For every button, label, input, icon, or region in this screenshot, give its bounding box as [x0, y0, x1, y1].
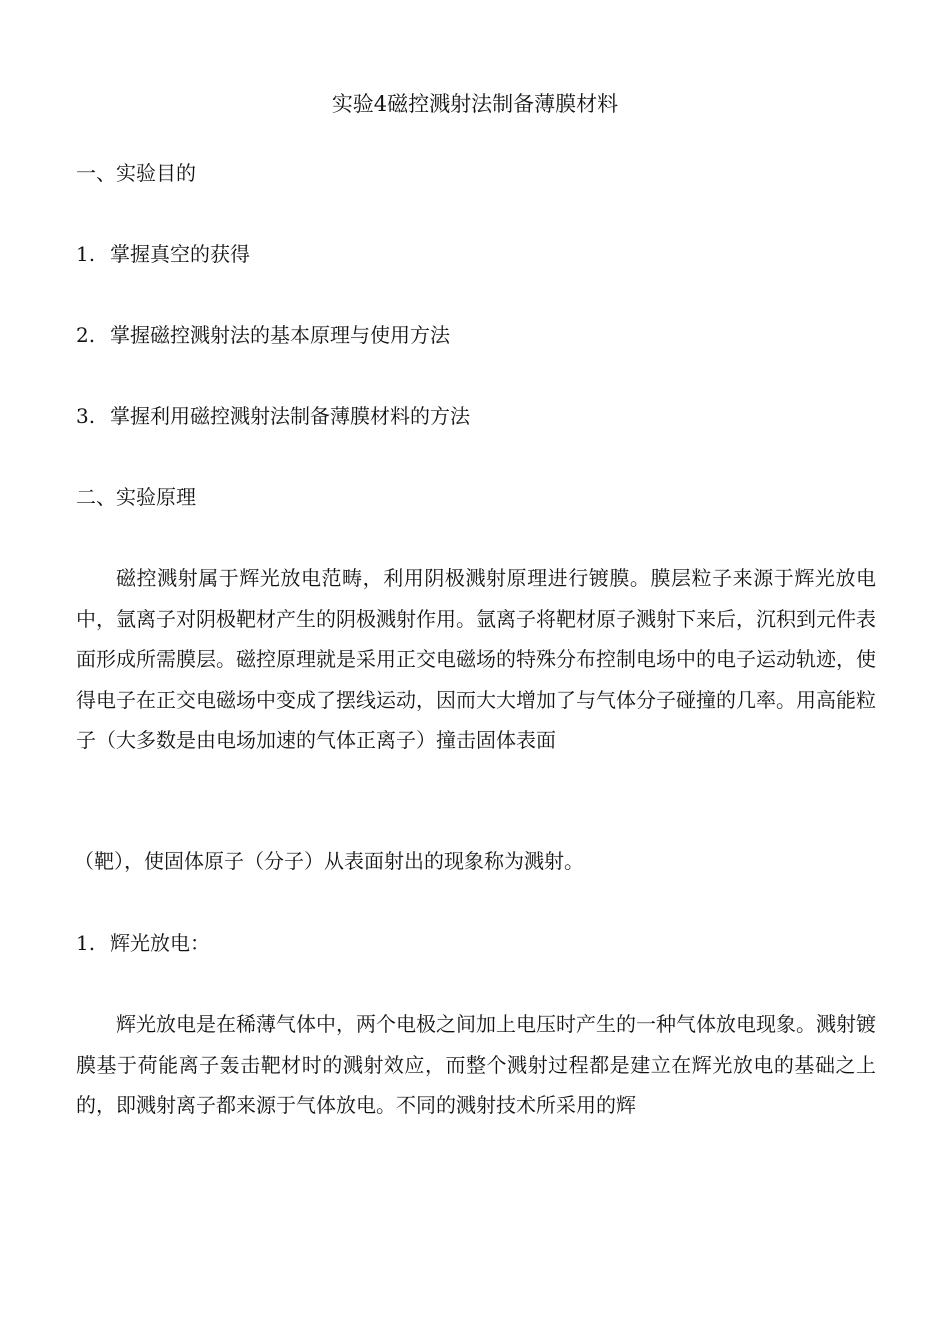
glow-discharge-paragraph: 辉光放电是在稀薄气体中，两个电极之间加上电压时产生的一种气体放电现象。溅射镀膜基于荷能离子轰击靶材时的溅射效应，而整个溅射过程都是建立在辉光放电的基础之上的，即溅射离子都来源于气体放电。不同的溅射技术所采用的辉	[76, 1012, 876, 1117]
section-heading-objectives: 一、实验目的	[76, 161, 196, 185]
objective-item	[76, 320, 450, 350]
objective-item	[76, 239, 250, 269]
objective-number: 3.	[76, 404, 96, 428]
objective-text: 掌握真空的获得	[110, 242, 250, 266]
objective-text: 掌握利用磁控溅射法制备薄膜材料的方法	[110, 404, 470, 428]
objective-number: 1.	[76, 242, 96, 266]
subsection-number: 1.	[76, 931, 96, 955]
objective-number: 2.	[76, 323, 96, 347]
principle-paragraph-tail: （靶），使固体原子（分子）从表面射出的现象称为溅射。	[74, 849, 584, 873]
objective-item	[76, 401, 470, 431]
subsection-heading	[76, 928, 210, 958]
document-title: 实验4磁控溅射法制备薄膜材料	[331, 92, 619, 116]
principle-paragraph: 磁控溅射属于辉光放电范畴，利用阴极溅射原理进行镀膜。膜层粒子来源于辉光放电中，氩离子对阴极靶材产生的阴极溅射作用。氩离子将靶材原子溅射下来后，沉积到元件表面形成所需膜层。磁控原理就是采用正交电磁场的特殊分布控制电场中的电子运动轨迹，使得电子在正交电磁场中变成了摆线运动，因而大大增加了与气体分子碰撞的几率。用高能粒子（大多数是由电场加速的气体正离子）撞击固体表面	[76, 566, 876, 752]
subsection-text: 辉光放电：	[110, 931, 210, 955]
objective-text: 掌握磁控溅射法的基本原理与使用方法	[110, 323, 450, 347]
section-heading-principle: 二、实验原理	[76, 485, 196, 509]
